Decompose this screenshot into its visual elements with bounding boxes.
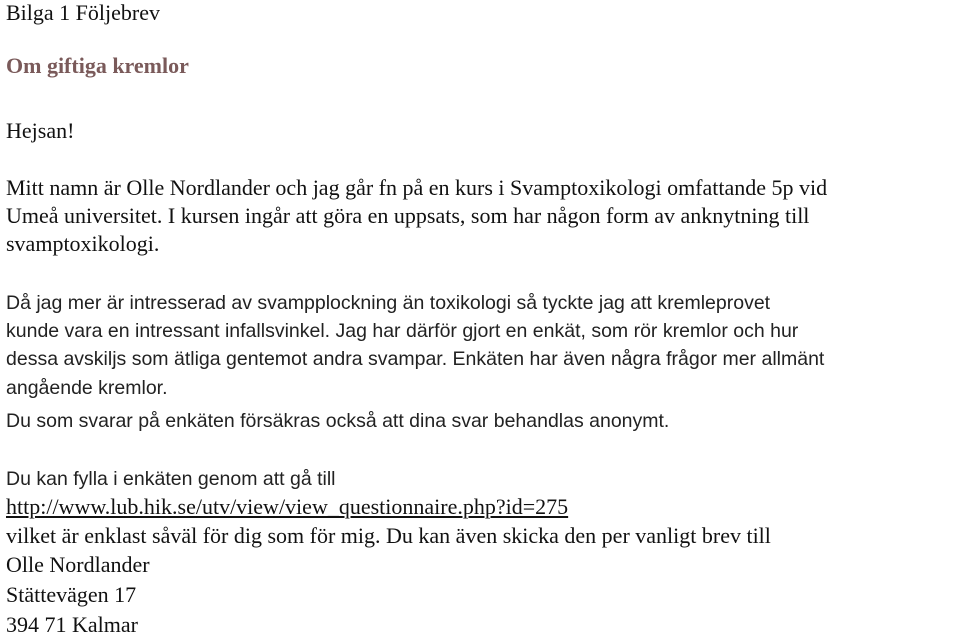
intro-line-2: Umeå universitet. I kursen ingår att göra en uppsats, som har någon form av anknytning till <box>6 203 810 228</box>
address-name: Olle Nordlander <box>6 552 150 577</box>
address-street: Stättevägen 17 <box>6 582 137 607</box>
address-postal: 394 71 Kalmar <box>6 612 138 637</box>
survey-intro: Du kan fylla i enkäten genom att gå till <box>6 468 336 490</box>
survey-after-link: vilket är enklast såväl för dig som för mig. Du kan även skicka den per vanligt brev till <box>6 523 771 548</box>
body-line-3: dessa avskiljs som ätliga gentemot andra svampar. Enkäten har även några frågor mer allmänt <box>6 348 825 370</box>
intro-line-1: Mitt namn är Olle Nordlander och jag går fn på en kurs i Svamptoxikologi omfattande 5p vid <box>6 175 828 200</box>
body-line-2: kunde vara en intressant infallsvinkel. Jag har därför gjort en enkät, som rör kremlor och hur <box>6 320 799 342</box>
body-line-4: angående kremlor. <box>6 377 168 399</box>
page-title: Om giftiga kremlor <box>6 53 189 78</box>
attachment-label: Bilga 1 Följebrev <box>6 0 160 25</box>
anonymity-note: Du som svarar på enkäten försäkras också att dina svar behandlas anonymt. <box>6 410 670 432</box>
greeting: Hejsan! <box>6 118 75 143</box>
survey-link[interactable]: http://www.lub.hik.se/utv/view/view_questionnaire.php?id=275 <box>6 494 569 519</box>
body-line-1: Då jag mer är intresserad av svampplockning än toxikologi så tyckte jag att kremleprovet <box>6 292 771 314</box>
intro-line-3: svamptoxikologi. <box>6 231 160 256</box>
